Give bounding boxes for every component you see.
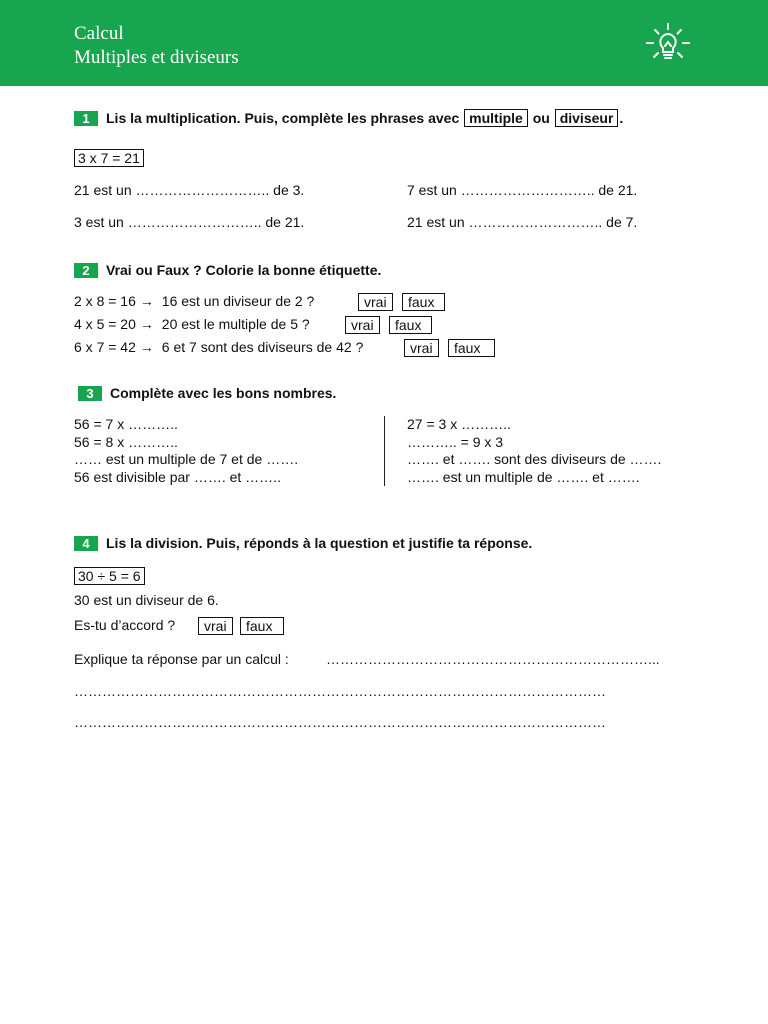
- question: Es-tu d’accord ?: [74, 617, 176, 633]
- right-column: [407, 416, 661, 486]
- fill-line: 56 = 8 x ………..: [74, 433, 178, 450]
- vrai-faux-row: [74, 315, 310, 333]
- answer-line-2[interactable]: ……………………………………………………………………………………………………: [74, 683, 606, 699]
- exercise-3-instruction: Complète avec les bons nombres.: [110, 385, 337, 401]
- exercise-4-number: 4: [74, 536, 98, 551]
- exercise-2-instruction: Vrai ou Faux ? Colorie la bonne étiquette.: [106, 262, 382, 278]
- equation-box: 3 x 7 = 21: [74, 149, 144, 167]
- row-question: 6 et 7 sont des diviseurs de 42 ?: [161, 339, 364, 355]
- vrai-faux-row: [74, 338, 363, 356]
- word-box-diviseur: diviseur: [555, 109, 619, 127]
- fill-line: 56 est divisible par ……. et ……..: [74, 468, 281, 485]
- fill-line: ……. est un multiple de ……. et …….: [407, 468, 640, 485]
- sentence-4: 21 est un ……………………….. de 7.: [407, 214, 638, 230]
- vrai-faux-row: [74, 292, 314, 310]
- vrai-tag[interactable]: vrai: [404, 339, 439, 357]
- instruction-text: Lis la multiplication. Puis, complète les phrases avec: [106, 110, 460, 126]
- arrow-icon: →: [139, 316, 154, 332]
- row-equation: 4 x 5 = 20: [74, 316, 136, 332]
- exercise-1-number: 1: [74, 111, 98, 126]
- answer-line-3[interactable]: ……………………………………………………………………………………………………: [74, 714, 606, 730]
- faux-tag[interactable]: faux: [389, 316, 432, 334]
- faux-tag[interactable]: faux: [402, 293, 445, 311]
- sentence-2: 7 est un ……………………….. de 21.: [407, 182, 638, 198]
- column-divider: [384, 416, 385, 486]
- lightbulb-icon: [642, 22, 694, 68]
- statement: 30 est un diviseur de 6.: [74, 592, 219, 608]
- row-question: 16 est un diviseur de 2 ?: [161, 293, 315, 309]
- connector-text: ou: [532, 110, 550, 126]
- arrow-icon: →: [139, 339, 154, 355]
- vrai-tag[interactable]: vrai: [198, 617, 233, 635]
- page-header: [0, 0, 768, 86]
- faux-tag[interactable]: faux: [240, 617, 284, 635]
- row-equation: 2 x 8 = 16: [74, 293, 136, 309]
- sentence-1: 21 est un ……………………….. de 3.: [74, 182, 305, 198]
- exercise-3-number: 3: [78, 386, 102, 401]
- division-equation-box: 30 ÷ 5 = 6: [74, 567, 145, 585]
- word-box-multiple: multiple: [464, 109, 528, 127]
- fill-line: ……. et ……. sont des diviseurs de …….: [407, 451, 662, 467]
- fill-line: 56 = 7 x ………..: [74, 416, 178, 432]
- exercise-4-instruction: Lis la division. Puis, réponds à la question et justifie ta réponse.: [106, 535, 533, 551]
- header-subtitle: Multiples et diviseurs: [74, 47, 239, 68]
- fill-line: ……….. = 9 x 3: [407, 433, 504, 450]
- row-question: 20 est le multiple de 5 ?: [161, 316, 310, 332]
- header-title: Calcul: [74, 23, 124, 44]
- sentence-3: 3 est un ……………………….. de 21.: [74, 214, 305, 230]
- fill-line: 27 = 3 x ………..: [407, 416, 511, 432]
- arrow-icon: →: [139, 293, 154, 309]
- vrai-tag[interactable]: vrai: [358, 293, 393, 311]
- faux-tag[interactable]: faux: [448, 339, 495, 357]
- explain-label: Explique ta réponse par un calcul :: [74, 651, 289, 667]
- fill-line: …… est un multiple de 7 et de …….: [74, 451, 299, 467]
- exercise-2-number: 2: [74, 263, 98, 278]
- left-column: [74, 416, 298, 486]
- instruction-end: .: [619, 110, 624, 126]
- vrai-tag[interactable]: vrai: [345, 316, 380, 334]
- row-equation: 6 x 7 = 42: [74, 339, 136, 355]
- answer-line-1[interactable]: ……………………………………………………………...: [326, 651, 660, 667]
- exercise-1-instruction: [106, 109, 623, 127]
